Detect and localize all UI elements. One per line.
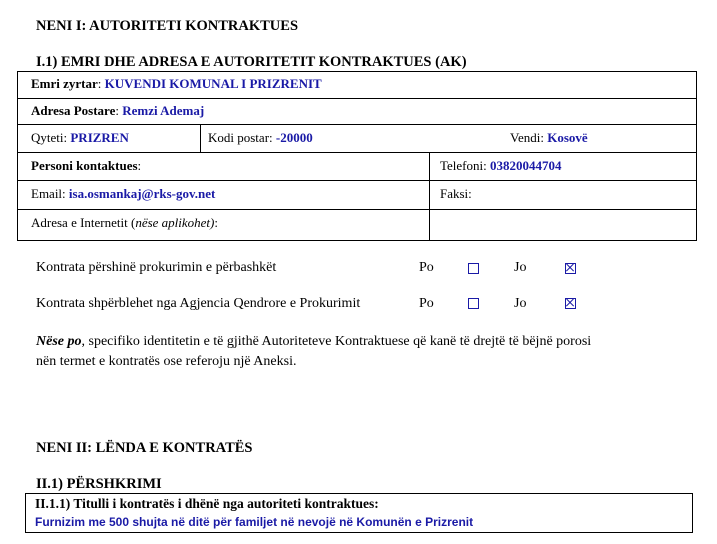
country-cell — [510, 130, 588, 146]
option-yes-label: Po — [419, 296, 434, 311]
email-label: Email: — [31, 186, 66, 201]
official-name-label: Emri zyrtar — [31, 76, 98, 91]
question-text: Kontrata shpërblehet nga Agjencia Qendrore e Prokurimit — [36, 296, 361, 311]
city-value: PRIZREN — [70, 130, 129, 145]
postal-code-label: Kodi postar: — [208, 130, 273, 145]
country-value: Kosovë — [547, 130, 588, 145]
option-no-label: Jo — [514, 260, 527, 275]
contract-title-label: II.1.1) Titulli i kontratës i dhënë nga autoriteti kontraktues: — [35, 496, 379, 511]
email-cell — [31, 186, 215, 202]
note-line-2: nën termet e kontratës ose referoju një Aneksi. — [36, 354, 297, 369]
contract-title-value: Furnizim me 500 shujta në ditë për familjet në nevojë në Komunën e Prizrenit — [35, 515, 474, 529]
contact-person-cell: Personi kontaktues: — [31, 158, 142, 173]
city-label: Qyteti: — [31, 130, 68, 145]
official-name-row: Emri zyrtar: KUVENDI KOMUNAL I PRIZRENIT — [31, 76, 322, 91]
question-text: Kontrata përshinë prokurimin e përbashkët — [36, 260, 277, 275]
country-label: Vendi: — [510, 130, 544, 145]
postal-address-value: Remzi Ademaj — [122, 103, 205, 118]
internet-address-cell — [31, 215, 218, 231]
phone-cell — [440, 158, 562, 174]
email-value: isa.osmankaj@rks-gov.net — [68, 186, 216, 201]
fax-label: Faksi: — [440, 186, 472, 201]
option-no-label: Jo — [514, 296, 527, 311]
section-2-title: NENI II: LËNDA E KONTRATËS — [36, 440, 253, 456]
internet-address-label: Adresa e Internetit ( — [31, 215, 136, 230]
postal-code-cell — [208, 130, 313, 146]
option-yes-checkbox[interactable] — [468, 263, 479, 274]
option-no-checkbox[interactable] — [565, 298, 576, 309]
fax-cell — [440, 186, 472, 202]
section-2-1-subtitle: II.1) PËRSHKRIMI — [36, 476, 162, 492]
note-line-1: , specifiko identitetin e të gjithë Autoriteteve Kontraktuese që kanë të drejtë të bëjnë porosi — [81, 334, 592, 349]
official-name-value: KUVENDI KOMUNAL I PRIZRENIT — [104, 76, 322, 91]
internet-address-label-italic: nëse aplikohet) — [135, 215, 215, 230]
postal-address-row: Adresa Postare: Remzi Ademaj — [31, 103, 205, 118]
section-1-1-subtitle: I.1) EMRI DHE ADRESA E AUTORITETIT KONTRAKTUES (AK) — [36, 54, 467, 70]
option-yes-checkbox[interactable] — [468, 298, 479, 309]
internet-address-label-end: : — [214, 215, 218, 230]
option-no-checkbox[interactable] — [565, 263, 576, 274]
section-1-title: NENI I: AUTORITETI KONTRAKTUES — [36, 18, 299, 34]
city-cell — [31, 130, 129, 146]
phone-label: Telefoni: — [440, 158, 487, 173]
option-yes-label: Po — [419, 260, 434, 275]
phone-value: 03820044704 — [490, 158, 562, 173]
postal-code-value: -20000 — [275, 130, 313, 145]
note-paragraph — [36, 332, 686, 372]
postal-address-label: Adresa Postare — [31, 103, 116, 118]
note-bold-italic: Nëse po — [36, 334, 82, 349]
contact-person-label: Personi kontaktues — [31, 158, 138, 173]
